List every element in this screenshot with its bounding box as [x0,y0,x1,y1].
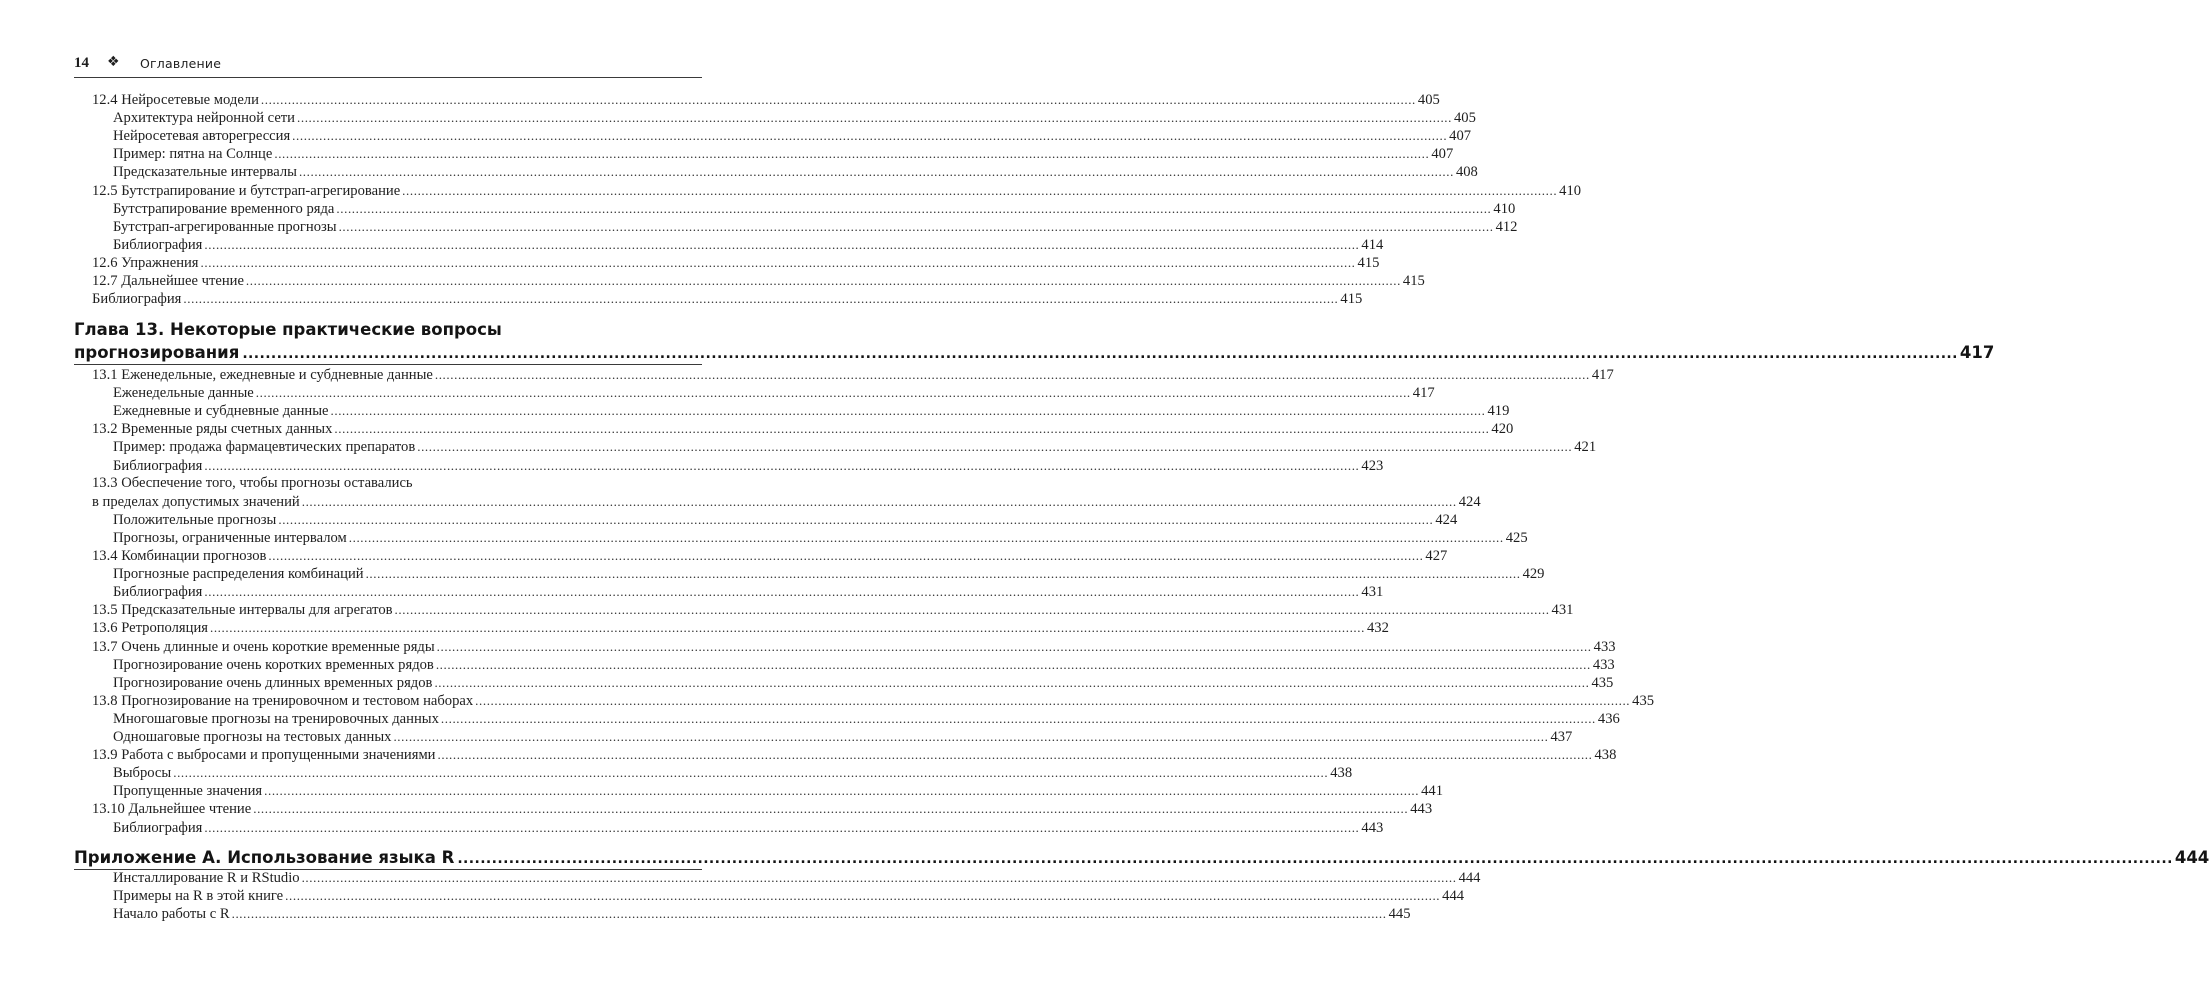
toc-entry-title: Выбросы [113,765,172,782]
toc-entry[interactable] [113,402,1510,420]
dot-leader: ............................................................................................................................................................................................................................................................................................................ [278,511,1434,527]
dot-leader: ............................................................................................................................................................................................................................................................................................................ [245,273,1401,288]
toc-entry-page: 415 [1402,273,1425,289]
toc-entry-page: 441 [1421,783,1444,800]
toc-entry-title: Бутстрапирование временного ряда [113,200,335,217]
toc-entry-title: Прогнозные распределения комбинаций [113,566,364,583]
toc-entry[interactable] [92,91,1440,108]
toc-entry[interactable] [113,200,1516,217]
dot-leader: ............................................................................................................................................................................................................................................................................................................ [402,182,1558,198]
toc-entry-page: 433 [1593,638,1616,655]
toc-entry-page: 405 [1417,92,1440,108]
toc-entry[interactable] [113,764,1353,782]
toc-entry-page: 445 [1388,906,1411,923]
ornament-icon: ❖ [107,54,120,70]
toc-entry-title: Многошаговые прогнозы на тренировочных данных [113,710,439,727]
toc-entry-page: 436 [1597,710,1620,727]
toc-entry-title: 13.7 Очень длинные и очень короткие временные ряды [92,638,435,655]
toc-entry[interactable] [113,905,1411,923]
toc-entry-title: 13.1 Еженедельные, ежедневные и субдневные данные [92,367,433,383]
page-number: 14 [74,55,89,71]
toc-entry-page: 421 [1574,439,1597,456]
toc-entry-page: 443 [1361,819,1384,836]
dot-leader: ............................................................................................................................................................................................................................................................................................................ [297,110,1452,126]
dot-leader: ............................................................................................................................................................................................................................................................................................................ [434,674,1590,690]
toc-entry[interactable] [92,182,1582,199]
appendix-a-heading[interactable] [74,846,2209,870]
toc-entry[interactable] [113,565,1545,583]
toc-entry-title: Начало работы с R [113,906,230,923]
chapter-13-title-line1: Глава 13. Некоторые практические вопросы [74,320,502,339]
toc-entry[interactable] [92,547,1448,564]
toc-entry-title: Положительные прогнозы [113,511,277,528]
toc-entry[interactable] [92,746,1617,764]
toc-entry-page: 410 [1559,182,1582,199]
toc-entry[interactable] [113,728,1573,745]
toc-entry-page: 444 [1442,888,1465,905]
toc-entry-page: 419 [1487,403,1510,420]
toc-entry[interactable] [113,887,1465,905]
dot-leader: ............................................................................................................................................................................................................................................................................................................ [365,566,1521,582]
dot-leader: ............................................................................................................................................................................................................................................................................................................ [436,638,1592,654]
toc-entry-title: 12.4 Нейросетевые модели [92,92,259,108]
appendix-a-page: 444 [2174,848,2209,867]
toc-entry[interactable] [113,457,1384,474]
toc-entry-title: 12.7 Дальнейшее чтение [92,273,244,289]
toc-entry[interactable] [92,254,1380,271]
toc-entry[interactable] [113,674,1614,691]
toc-entry-page: 424 [1435,511,1458,528]
toc-entry-title: Библиография [113,457,203,474]
dot-leader: ............................................................................................................................................................................................................................................................................................................ [200,254,1356,270]
toc-entry[interactable] [92,601,1574,619]
dot-leader: ............................................................................................................................................................................................................................................................................................................ [440,710,1596,726]
toc-entry-title: Архитектура нейронной сети [113,110,295,127]
toc-entry-title: Предсказательные интервалы [113,164,297,181]
dot-leader: ............................................................................................................................................................................................................................................................................................................ [264,783,1420,799]
toc-entry-page: 405 [1454,110,1476,127]
toc-entry-page: 417 [1591,367,1614,383]
dot-leader: ............................................................................................................................................................................................................................................................................................................ [348,529,1504,545]
dot-leader: ............................................................................................................................................................................................................................................................................................................ [204,236,1360,252]
toc-entry-page: 420 [1491,421,1514,438]
toc-entry[interactable] [113,511,1458,528]
dot-leader: ............................................................................................................................................................................................................................................................................................................ [183,291,1339,307]
dot-leader: ............................................................................................................................................................................................................................................................................................................ [434,367,1590,382]
dot-leader: ............................................................................................................................................................................................................................................................................................................ [301,493,1457,509]
toc-entry-title: 13.5 Предсказательные интервалы для агрегатов [92,602,393,619]
toc-entry-page: 435 [1632,692,1655,709]
toc-entry[interactable] [113,656,1615,673]
dot-leader: ............................................................................................................................................................................................................................................................................................................ [285,888,1441,904]
toc-entry-page: 432 [1366,620,1389,637]
toc-entry-page: 435 [1591,674,1614,691]
toc-entry[interactable] [92,638,1616,655]
toc-entry[interactable] [113,710,1620,727]
toc-entry-title: Ежедневные и субдневные данные [113,403,329,420]
toc-entry[interactable] [113,218,1518,235]
dot-leader: ............................................................................................................................................................................................................................................................................................................ [204,819,1360,835]
toc-entry-page: 407 [1431,146,1454,163]
dot-leader: ............................................................................................................................................................................................................................................................................................................ [209,620,1365,636]
toc-entry-title: 13.2 Временные ряды счетных данных [92,421,333,438]
toc-entry[interactable] [113,583,1384,601]
toc-entry-title: 12.6 Упражнения [92,254,199,271]
toc-entry-page: 431 [1551,602,1574,619]
toc-entry-page: 417 [1412,385,1435,402]
toc-entry-title: 13.3 Обеспечение того, чтобы прогнозы оставались [92,474,413,491]
chapter-13-title-line2: прогнозирования [74,343,240,362]
dot-leader: ............................................................................................................................................................................................................................................................................................................ [274,146,1430,162]
toc-entry-title: 13.6 Ретрополяция [92,620,208,637]
toc-entry-page: 408 [1455,164,1478,181]
toc-entry-title: Библиография [92,291,182,308]
running-title: Оглавление [140,56,222,71]
toc-entry-page: 415 [1357,254,1380,271]
dot-leader: ............................................................................................................................................................................................................................................................................................................ [301,870,1457,885]
dot-leader: ............................................................................................................................................................................................................................................................................................................ [417,439,1573,455]
toc-entry-page: 438 [1330,765,1353,782]
chapter-13-page: 417 [1959,343,1995,362]
dot-leader: ............................................................................................................................................................................................................................................................................................................ [330,403,1486,419]
toc-entry-page: 412 [1495,218,1518,235]
dot-leader: ............................................................................................................................................................................................................................................................................................................ [260,92,1416,107]
dot-leader: ............................................................................................................................................................................................................................................................................................................ [435,656,1591,672]
toc-entry-title: Прогнозирование очень длинных временных рядов [113,674,433,691]
toc-entry[interactable] [92,619,1389,637]
toc-entry[interactable] [92,290,1363,308]
dot-leader: ............................................................................................................................................................................................................................................................................................................ [255,385,1411,401]
toc-entry[interactable] [92,420,1514,438]
toc-entry-page: 427 [1425,548,1448,564]
toc-entry-title: 13.10 Дальнейшее чтение [92,801,252,818]
toc-entry-page: 437 [1550,729,1573,745]
dot-leader: ............................................................................................................................................................................................................................................................................................................ [475,692,1631,708]
toc-entry-title: Библиография [113,584,203,601]
dot-leader: ............................................................................................................................................................................................................................................................................................................ [204,457,1360,473]
toc-entry-title: Инсталлирование R и RStudio [113,870,300,886]
dot-leader: ............................................................................................................................................................................................................................................................................................................ [457,851,2173,867]
toc-entry-title: Нейросетевая авторегрессия [113,128,291,145]
toc-entry-page: 407 [1449,128,1472,145]
dot-leader: ............................................................................................................................................................................................................................................................................................................ [173,765,1329,781]
appendix-a-title: Приложение A. Использование языка R [74,848,455,867]
toc-entry-title: 13.9 Работа с выбросами и пропущенными значениями [92,747,436,764]
dot-leader: ............................................................................................................................................................................................................................................................................................................ [242,346,1958,362]
toc-entry-page: 438 [1594,747,1617,764]
dot-leader: ............................................................................................................................................................................................................................................................................................................ [298,164,1454,180]
toc-entry[interactable] [113,869,1481,886]
dot-leader: ............................................................................................................................................................................................................................................................................................................ [292,128,1448,144]
toc-entry-page: 431 [1361,584,1384,601]
toc-entry-title: Пропущенные значения [113,783,263,800]
toc-entry-title: Пример: пятна на Солнце [113,146,273,163]
toc-entry-page: 429 [1522,566,1545,583]
toc-entry[interactable] [113,384,1435,402]
toc-entry[interactable] [92,366,1614,383]
dot-leader: ............................................................................................................................................................................................................................................................................................................ [204,584,1360,600]
toc-entry-title: Прогнозы, ограниченные интервалом [113,529,347,546]
toc-entry-title: Бутстрап-агрегированные прогнозы [113,218,337,235]
dot-leader: ............................................................................................................................................................................................................................................................................................................ [437,747,1593,763]
toc-entry-title: Прогнозирование очень коротких временных рядов [113,656,434,673]
toc-entry[interactable] [113,145,1454,163]
toc-entry[interactable] [113,438,1597,456]
toc-entry[interactable] [92,493,1481,510]
toc-entry-title: в пределах допустимых значений [92,493,300,510]
toc-entry-title: Одношаговые прогнозы на тестовых данных [113,729,392,745]
dot-leader: ............................................................................................................................................................................................................................................................................................................ [394,602,1550,618]
toc-entry[interactable] [92,800,1433,818]
dot-leader: ............................................................................................................................................................................................................................................................................................................ [393,729,1549,744]
chapter-13-heading[interactable] [74,318,1995,365]
toc-entry[interactable] [92,475,702,492]
toc-entry[interactable] [113,127,1472,145]
toc-entry[interactable] [92,272,1425,289]
toc-entry[interactable] [113,819,1384,836]
toc-entry-title: Библиография [113,236,203,253]
dot-leader: ............................................................................................................................................................................................................................................................................................................ [253,801,1409,817]
toc-entry[interactable] [92,692,1655,709]
dot-leader: ............................................................................................................................................................................................................................................................................................................ [231,906,1387,922]
toc-entry[interactable] [113,236,1384,253]
toc-entry-page: 443 [1410,801,1433,818]
toc-entry[interactable] [113,163,1478,181]
toc-entry-page: 425 [1505,529,1528,546]
toc-entry-title: Еженедельные данные [113,385,254,402]
toc-entry-page: 433 [1592,656,1615,673]
toc-entry[interactable] [113,529,1528,546]
toc-entry[interactable] [113,782,1444,800]
toc-entry-title: Библиография [113,819,203,836]
toc-entry-title: Пример: продажа фармацевтических препаратов [113,439,416,456]
dot-leader: ............................................................................................................................................................................................................................................................................................................ [336,200,1492,216]
dot-leader: ............................................................................................................................................................................................................................................................................................................ [268,548,1424,563]
toc-entry-page: 410 [1493,200,1516,217]
toc-entry-title: Примеры на R в этой книге [113,888,284,905]
toc-entry-title: 13.4 Комбинации прогнозов [92,548,267,564]
toc-entry[interactable] [113,109,1476,127]
toc-entry-title: 13.8 Прогнозирование на тренировочном и тестовом наборах [92,692,474,709]
dot-leader: ............................................................................................................................................................................................................................................................................................................ [338,218,1494,234]
toc-entry-page: 415 [1340,291,1363,308]
toc-entry-page: 424 [1458,493,1481,510]
dot-leader: ............................................................................................................................................................................................................................................................................................................ [334,421,1490,437]
toc-entry-title: 12.5 Бутстрапирование и бутстрап-агрегирование [92,182,401,199]
toc-entry-page: 414 [1361,236,1384,253]
running-header [74,53,702,78]
toc-entry-page: 444 [1458,870,1481,886]
toc-entry-page: 423 [1361,457,1384,474]
